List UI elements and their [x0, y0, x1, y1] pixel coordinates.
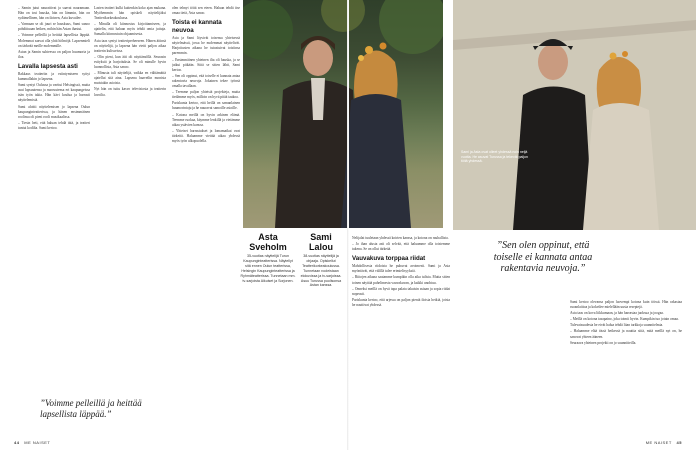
right-page-footer: [646, 440, 682, 445]
paragraph: – Tiesin heti, että haluan tehdä tätä, ja teatteri tuntui kodilta. Sami kertoo.: [18, 121, 90, 131]
paragraph: – Yhteiset harrastukset ja lomamatkat ovat tärkeitä. Haluamme viettää aikaa yhdessä myös työn ulkopuolella.: [172, 129, 240, 144]
paragraph: – Jo ihan alusta asti oli selvää, että haluamme olla toistemme tukena. Se on ollut tärkeää.: [352, 242, 450, 252]
paragraph: Sami aloitti näyttelemisen jo lapsena Oulun kaupunginteatterissa, ja hänen ensimmäinen roolinsa oli pieni rooli musikaalissa.: [18, 104, 90, 119]
paragraph: – Ensimmäinen yhteinen ilta oli hauska, ja se jatkui pitkään. Siitä se sitten lähti, Sami kertoo.: [172, 58, 240, 73]
paragraph: Sami kertoo olevansa paljon luovempi kotona kuin töissä. Hän rakastaa ruoanlaittoa ja kokeilee mielellään uusia reseptejä.: [570, 300, 682, 310]
left-column-1: [18, 6, 90, 392]
section-heading: Toista ei kannata neuvoa: [172, 19, 222, 35]
paragraph: – Haluamme elää tässä hetkessä ja nauttia siitä, mitä meillä nyt on, he sanovat yhteen ääneen.: [570, 329, 682, 339]
paragraph: – Teemme paljon yhteisiä projekteja, mutta tiedämme myös, milloin on hyvä pitää taukoa.: [172, 90, 240, 100]
paragraph: – Meillä on kotona tasapaino, joka toimii hyvin. Kumpikin tuo jotain omaa.: [570, 317, 682, 322]
paragraph: Asta taas syntyi teatteriperheeseen. Hänen äitinsä on näyttelijä, ja lapsena hän vietti paljon aikaa teatterin kulisseissa.: [94, 38, 166, 53]
paragraph: – Minusta tuli näyttelijä, vaikka en välttämättä ajatellut sitä aina. Lapsena haaveilin monista muistakin asioista.: [94, 71, 166, 86]
paragraph: – Onneksi meillä on hyvä tapa palata takaisin asiaan ja sopia riidat nopeasti.: [352, 287, 450, 297]
couple-photo-main: [243, 0, 443, 228]
page-gutter: [347, 0, 349, 450]
section-heading: Vauvakuva torppaa riidat: [352, 255, 426, 263]
paragraph: Rakkaus teatteriin ja esiintymiseen syttyi kummallakin jo lapsena.: [18, 71, 90, 82]
caption-sami: [300, 232, 342, 288]
brand-name: ME NAISET: [645, 440, 672, 445]
paragraph: Nyt hän on tuttu kasvo televisiosta ja teatterin lavoilta.: [94, 87, 166, 97]
paragraph: Astan ja Samin suhteessa on paljon huumoria ja iloa.: [18, 49, 90, 59]
paragraph: – Minulla oli kiinnostus kirjoittamiseen, ja ajattelin, että haluan myös tehdä omia juttuja. Samalla kiinnostuin ohjaamisesta.: [94, 22, 166, 37]
caption-asta: [240, 232, 296, 283]
caption-name-sami: Sami Lalou: [309, 232, 333, 252]
paragraph: Asta ja Sami löysivät toisensa yhteisessä näytelmässä, jossa he molemmat näyttelivät. Harjoitusten aikana he tutustuivat toisiinsa paremmin.: [172, 36, 240, 56]
paragraph: Lasten teatteri kulki kuitenkin koko ajan mukana. Myöhemmin hän opiskeli näyttelijäksi Teatterikorkeakoulussa.: [94, 6, 166, 21]
page-number: 45: [676, 440, 682, 445]
paragraph: – Samin jutut naurattivat ja saavat nauramaan. Hän on tosi hauska, hän on lämmin, hän on sydämellinen, hän on iloinen, Asta kuvailee.: [18, 6, 90, 21]
caption-body-asta: 35-vuotias näyttelijä Turun Kaupunginteatterissa. Näytellyt sitä ennen Oulun teatterissa, Helsingin Kaupunginteatterissa ja Ryhmäteatterissa. Tunnetaan mm. tv-sarjoista Aikuiset ja Sorjonen.: [240, 254, 296, 283]
caption-name-asta: Asta Sveholm: [249, 232, 287, 252]
pull-quote-right: ”Sen olen oppinut, että toiselle ei kannata antaa rakentavia neuvoja.”: [493, 240, 593, 274]
couple-photo-right: [453, 0, 696, 230]
photo-caption-right: Sami ja Asta ovat olleet yhdessä noin neljä vuotta. He asuvat Turussa ja tekevät paljon töitä yhdessä.: [461, 150, 528, 164]
page-number: 44: [14, 440, 20, 445]
paragraph: – Voimme pelleillä ja heittää lapsellista läppää. Molemmat saavat olla yhtä hölmöjä. Lapsenmieli on tärkeää meille molemmille.: [18, 33, 90, 48]
paragraph: Mahdollisesta riidoista he puhuvat avoimesti. Sami ja Asta myöntävät, että välillä tulee erimielisyyksiä.: [352, 264, 450, 274]
paragraph: Pariskunta kertoo, että arjessa on paljon pieniä iloisia hetkiä, joista he nauttivat yhdessä.: [352, 297, 450, 307]
paragraph: – Olin pieni, kun äiti oli näyttämöllä. Seurasin esityksiä ja harjoituksia. Se oli minulle hyvin luonnollista, Asta sanoo.: [94, 55, 166, 70]
left-column-3: [172, 6, 240, 438]
right-column-1: [352, 236, 450, 436]
paragraph: – Sen oli oppinut, että toiselle ei kannata antaa rakentavia neuvoja. Jokainen tekee työnsä omalla tavallaan.: [172, 74, 240, 89]
left-page-footer: [14, 440, 50, 445]
left-column-2: [94, 6, 166, 392]
couple-illustration: [243, 0, 443, 228]
caption-body-sami: 38-vuotias näyttelijä ja ohjaaja. Opiskellut Teatterikorkeakoulussa. Tunnetaan rooleistaan elokuvissa ja tv-sarjoissa. Asuu Turussa puolisonsa Astan kanssa.: [300, 254, 342, 288]
brand-name: ME NAISET: [24, 440, 51, 445]
paragraph: Seuraava yhteinen projekti on jo suunnitteilla.: [570, 340, 637, 345]
right-column-2: [570, 300, 682, 436]
paragraph: – Kotona meillä on hyvin arkinen elämä. Teemme ruokaa, käymme lenkillä ja vietämme aikaa ystävien kanssa.: [172, 113, 240, 128]
couple-laughing-illustration: [453, 0, 696, 230]
paragraph: – Varmaan se oli juuri se hauskuus, Sami sanoo pohdittuaan hetken, mihin hän Astan ihastui.: [18, 22, 90, 32]
paragraph: Asta taas on kova liikkumaan, ja hän harrastaa juoksua ja joogaa.: [570, 311, 664, 316]
paragraph: – Riitojen aikana saatamme kumpikin olla aika tulisia. Mutta sitten toinen näyttää puhelimesta vauvakuvan, ja kaikki unohtuu.: [352, 275, 450, 285]
paragraph: Tulevaisuudesta he eivät halua tehdä liian tarkkoja suunnitelmia.: [570, 323, 664, 328]
paragraph: Sami syntyi Oulussa ja varttui Helsingissä, mutta asui lapsuutensa ja nuoruutensa eri kaupungeissa isän työn takia. Hän kävi koulua ja harrasti näyttelemistä.: [18, 83, 90, 103]
paragraph: Pariskunta kertoo, että heillä on samanlainen huumorintaju ja he nauravat samoille asioille.: [172, 101, 240, 111]
paragraph: Nelijalat tuuletaan yhdessä koirien kanssa, ja kotona on rauhallista.: [352, 236, 449, 240]
paragraph: olen tehnyt töitä sen eteen. Haluan tehdä itse omaa tietä, Asta sanoo.: [172, 6, 240, 16]
pull-quote-left: ”Voimme pelleillä ja heittää lapsellista läppää.”: [40, 398, 142, 419]
section-heading: Lavalla lapsesta asti: [18, 62, 78, 70]
